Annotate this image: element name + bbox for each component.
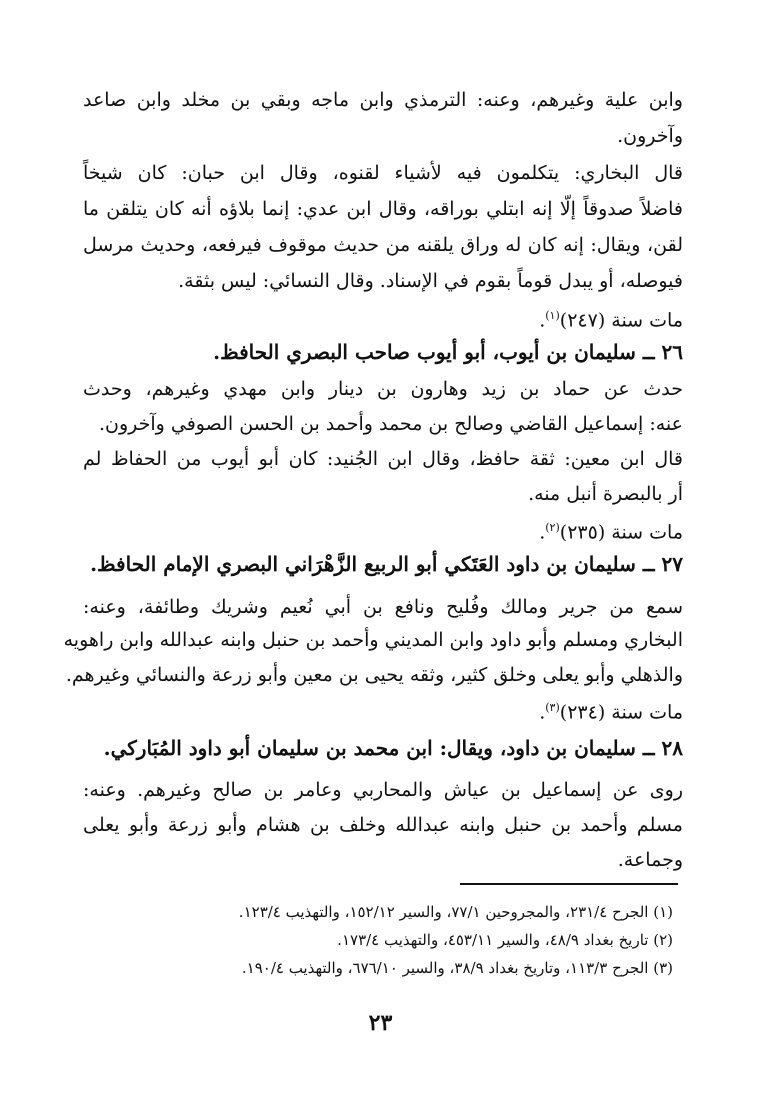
text-line: مسلم وأحمد بن حنبل وابنه عبدالله وخلف بن هشام وأبو زرعة وأبو يعلى <box>83 814 683 836</box>
footnote-marker: (٢) <box>545 521 560 534</box>
death-year-line: مات سنة (٢٣٥)$^{(٢)}$. <box>539 521 683 544</box>
text-line: البخاري ومسلم وأبو داود وابن المديني وأحمد بن حنبل وابنه عبدالله وابن راهويه <box>63 629 683 651</box>
entry-heading-27: ٢٧ ــ سليمان بن داود العَتَكي أبو الربيع الزَّهْرَاني البصري الإمام الحافظ. <box>90 552 683 576</box>
entry-heading-28: ٢٨ ــ سليمان بن داود، ويقال: ابن محمد بن سليمان أبو داود المُبَاركي. <box>103 736 683 760</box>
text-line: قال البخاري: يتكلمون فيه لأشياء لقنوه، وقال ابن حبان: كان شيخاً <box>83 162 683 184</box>
text-line: سمع من جرير ومالك وفُليح ونافع بن أبي نُعيم وشريك وطائفة، وعنه: <box>83 596 683 618</box>
page-number: ٢٣ <box>368 1010 393 1036</box>
text-line: وابن علية وغيرهم، وعنه: الترمذي وابن ماجه وبقي بن مخلد وابن صاعد <box>83 89 683 111</box>
footnote-marker: (٣) <box>545 701 560 714</box>
entry-heading-26: ٢٦ ــ سليمان بن أيوب، أبو أيوب صاحب البصري الحافظ. <box>213 340 683 364</box>
death-year-text: مات سنة (٢٤٧) <box>559 309 683 332</box>
footnote-marker: (١) <box>545 309 560 322</box>
footnote-separator <box>460 883 678 885</box>
text-line: قال ابن معين: ثقة حافظ، وقال ابن الجُنيد: كان أبو أيوب من الحفاظ لم <box>83 448 683 470</box>
text-line: لقن، ويقال: إنه كان له وراق يلقنه من حديث موقوف فيرفعه، وحديث مرسل <box>83 234 683 256</box>
death-year-text: مات سنة (٢٣٤) <box>559 701 683 724</box>
text-line: وجماعة. <box>617 849 683 871</box>
text-line: حدث عن حماد بن زيد وهارون بن دينار وابن مهدي وغيرهم، وحدث <box>83 378 683 400</box>
text-line: والذهلي وأبو يعلى وخلق كثير، وثقه يحيى بن معين وأبو زرعة والنسائي وغيرهم. <box>65 664 683 686</box>
footnote-1: (١) الجرح ٢٣١/٤، والمجروحين ٧٧/١، والسير ١٥٢/١٢، والتهذيب ١٢٣/٤. <box>238 903 673 921</box>
death-year-line: مات سنة (٢٤٧)$^{(١)}$. <box>539 309 683 332</box>
footnote-2: (٢) تاريخ بغداد ٤٨/٩، والسير ٤٥٣/١١، والتهذيب ١٧٣/٤. <box>337 931 673 949</box>
death-year-line: مات سنة (٢٣٤)$^{(٣)}$. <box>539 701 683 724</box>
death-year-text: مات سنة (٢٣٥) <box>559 521 683 544</box>
text-line: أر بالبصرة أنبل منه. <box>528 483 683 505</box>
text-line: وآخرون. <box>617 125 683 147</box>
text-line: روى عن إسماعيل بن عياش والمحاربي وعامر بن صالح وغيرهم. وعنه: <box>83 779 683 801</box>
text-line: فاضلاً صدوقاً إلّا إنه ابتلي بوراقه، وقال ابن عدي: إنما بلاؤه أنه كان يتلقن ما <box>83 198 683 220</box>
text-line: عنه: إسماعيل القاضي وصالح بن محمد وأحمد بن الحسن الصوفي وآخرون. <box>98 413 683 435</box>
footnote-3: (٣) الجرح ١١٣/٣، وتاريخ بغداد ٣٨/٩، والسير ٦٧٦/١٠، والتهذيب ١٩٠/٤. <box>241 959 673 977</box>
text-line: فيوصله، أو يبدل قوماً بقوم في الإسناد. وقال النسائي: ليس بثقة. <box>178 270 683 292</box>
